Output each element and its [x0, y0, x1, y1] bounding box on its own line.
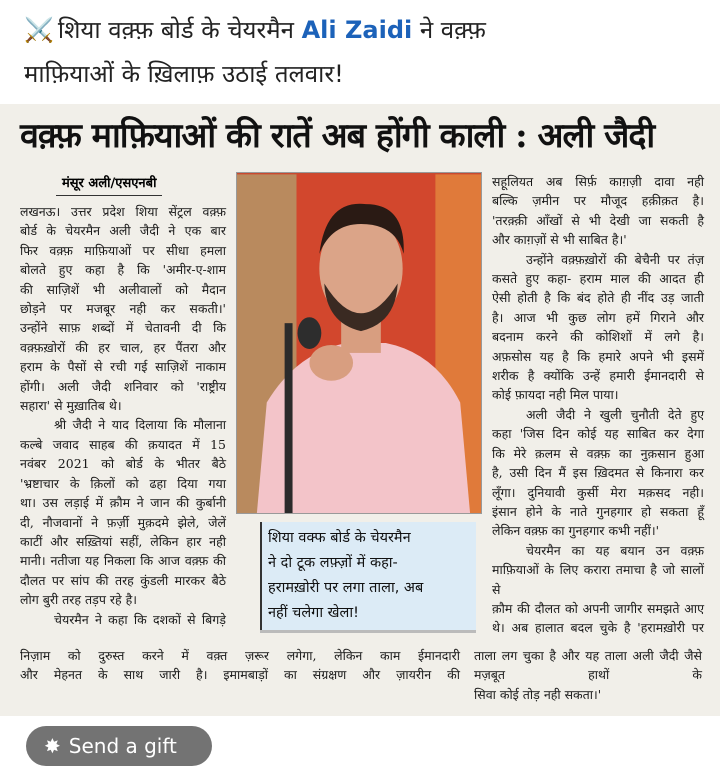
- quote-line: ने दो टूक लफ़्ज़ों में कहा-: [268, 555, 398, 571]
- article-line: बोलते हुए कहा है कि 'अमीर-ए-शाम: [20, 262, 226, 278]
- quote-line: हरामख़ोरी पर लगा ताला, अब: [268, 580, 424, 596]
- mention-ali-zaidi[interactable]: Ali Zaidi: [301, 16, 413, 44]
- article-line: कोई फ़ायदा नही मिल पाया।: [492, 387, 619, 403]
- article-column-right-lower: [492, 521, 704, 637]
- article-line: नवंबर 2021 को बोर्ड के भीतर बैठे: [20, 456, 226, 472]
- article-line: लखनऊ। उत्तर प्रदेश शिया सेंट्रल वक़्फ़: [20, 204, 226, 219]
- article-line: बदनाम करने की कोशिशों में लगे है।: [492, 329, 704, 345]
- article-line: ऐसी होती है कि बंद होते ही नींद उड़ जाती: [492, 290, 704, 306]
- article-line: बल्कि ज़मीन पर मौजूद हक़ीक़त है।: [492, 193, 704, 209]
- article-line: और काग़ज़ों से भी साबित है।': [492, 232, 627, 248]
- send-gift-button[interactable]: [26, 726, 212, 766]
- article-line: निज़ाम को दुरुस्त करने में वक़्त ज़रूर लगेगा, लेकिन काम ईमानदारी: [20, 647, 460, 663]
- article-line: उन्होंने वक़्फ़ख़ोरों की बेचैनी पर तंज़: [526, 251, 704, 267]
- article-line: अफ़सोस यह है कि हमारे अपने भी इसमें: [492, 348, 704, 364]
- article-line: है, उसी दिन मैं इस ख़िदमत से किनारा कर: [492, 465, 704, 481]
- article-bottom-left: [20, 646, 460, 704]
- article-line: उन्होंने साफ़ शब्दों में चेतावनी दी कि: [20, 320, 226, 336]
- article-line: 'तरक़्क़ी आँखों से भी देखी जा सकती है: [492, 212, 704, 228]
- article-line: सहारा' से मुख़ातिब थे।: [20, 398, 122, 414]
- article-line: दौलत पर सांप की तरह कुंडली मारकर बैठे: [20, 572, 226, 588]
- article-line: की साज़िशें भी अलीवालों को मैदान: [20, 281, 226, 297]
- gift-sparkle-icon: ✸: [44, 733, 61, 758]
- article-body: [20, 172, 702, 638]
- article-line: इंसान होने के नाते गुनहगार हो सकता हूँ: [492, 503, 704, 519]
- article-line: काटीं और सख़्तियां सहीं, लेकिन हार नही: [20, 533, 226, 549]
- article-line: कल्बे जवाद साहब की क़यादत में 15: [20, 436, 226, 452]
- person-photo-icon: [237, 173, 482, 514]
- article-bottom-right: [474, 646, 702, 704]
- photo-ali-zaidi: [236, 172, 482, 514]
- article-line: फिर वक़्फ़ माफ़ियाओं पर सीधा हमला: [20, 242, 226, 258]
- article-line: दी, नौजवानों ने फ़र्ज़ी मुक़दमे झेले, जेलें: [20, 514, 226, 530]
- article-column-right: [492, 172, 704, 521]
- quote-line: शिया वक्फ बोर्ड के चेयरमैन: [268, 530, 411, 546]
- article-line: कसते हुए कहा- हराम माल की आदत ही: [492, 271, 704, 287]
- article-line: चेयरमैन का यह बयान उन वक़्फ़: [526, 542, 704, 558]
- article-line: कि मेरे क़लम से वक़्फ़ का नुक़सान हुआ: [492, 445, 704, 461]
- article-byline: मंसूर अली/एसएनबी: [56, 175, 162, 196]
- article-line: हराम के पैसों से रची गई साज़िशें नाकाम: [20, 359, 226, 375]
- article-headline: वक़्फ़ माफ़ियाओं की रातें अब होंगी काली : अली जैदी: [20, 116, 655, 156]
- article-line: होंगी। अली जैदी शनिवार को 'राष्ट्रीय: [20, 378, 226, 394]
- article-line: लोग बुरी तरह तड़प रहे है।: [20, 592, 138, 608]
- article-line: श्री जैदी ने याद दिलाया कि मौलाना: [54, 417, 226, 433]
- pull-quote: [260, 522, 476, 630]
- article-line: शरीक है क्योंकि उन्हें हमारी ईमानदारी से: [492, 368, 704, 384]
- article-line: मानी। नतीजा यह निकला कि आज वक़्फ़ की: [20, 553, 226, 569]
- article-line: छोड़ने पर मजबूर नही कर सकती।': [20, 301, 226, 317]
- article-line: बोर्ड के चेयरमैन अली जैदी ने एक बार: [20, 223, 226, 239]
- article-line: ताला लग चुका है और यह ताला अली जैदी जैसे मज़बूत हाथों के: [474, 647, 702, 683]
- article-line: है। आज भी कुछ लोग हमें गिराने और: [492, 309, 704, 325]
- article-line: चेयरमैन ने कहा कि दशकों से बिगड़े: [54, 611, 226, 627]
- right-column-wrap: [492, 172, 704, 638]
- article-line: कहा 'जिस दिन कोई यह साबित कर देगा: [492, 426, 704, 442]
- caption-line-1: ⚔️ शिया वक़्फ़ बोर्ड के चेयरमैन Ali Zaidi ने वक़्फ़: [24, 16, 486, 44]
- middle-column-wrap: [236, 172, 482, 630]
- article-line: 'भ्रष्टाचार के क़िलों को ढहा दिया गया: [20, 475, 226, 491]
- article-line: सहूलियत अब सिर्फ़ काग़ज़ी दावा नही: [492, 174, 704, 189]
- article-line: और मेहनत के साथ जारी है। इमामबाड़ों का संग्रक्षण और ज़ायरीन की: [20, 667, 460, 683]
- send-gift-label: Send a gift: [68, 733, 177, 758]
- article-line: था। उस लड़ाई में क़ौम ने जान की कुर्बानी: [20, 495, 226, 511]
- article-bottom: [20, 646, 702, 704]
- caption-line-2: माफ़ियाओं के ख़िलाफ़ उठाई तलवार!: [24, 60, 344, 88]
- article-line: क़ौम की दौलत को अपनी जागीर समझते आए: [492, 600, 704, 616]
- article-line: माफ़ियाओं के लिए करारा तमाचा है जो सालों से: [492, 562, 704, 597]
- article-line: वक़्फ़ख़ोरों की हर चाल, हर पैंतरा और: [20, 339, 226, 355]
- article-line: लूँगा। दुनियावी कुर्सी मेरा मक़सद नही।: [492, 484, 704, 500]
- article-column-left: [20, 202, 226, 629]
- left-column-wrap: [20, 172, 226, 629]
- article-line: थे। अब हालात बदल चुके है 'हरामख़ोरी पर: [492, 620, 704, 636]
- crossed-swords-icon: ⚔️: [24, 16, 54, 44]
- article-line: लेकिन वक़्फ़ का गुनहगार कभी नहीं।': [492, 523, 660, 539]
- post-caption: [0, 0, 720, 104]
- newspaper-clipping[interactable]: [0, 104, 720, 716]
- article-line: अली जैदी ने खुली चुनौती देते हुए: [526, 406, 704, 422]
- article-line: सिवा कोई तोड़ नही सकता।': [474, 686, 602, 702]
- quote-line: नहीं चलेगा खेला!: [268, 605, 359, 621]
